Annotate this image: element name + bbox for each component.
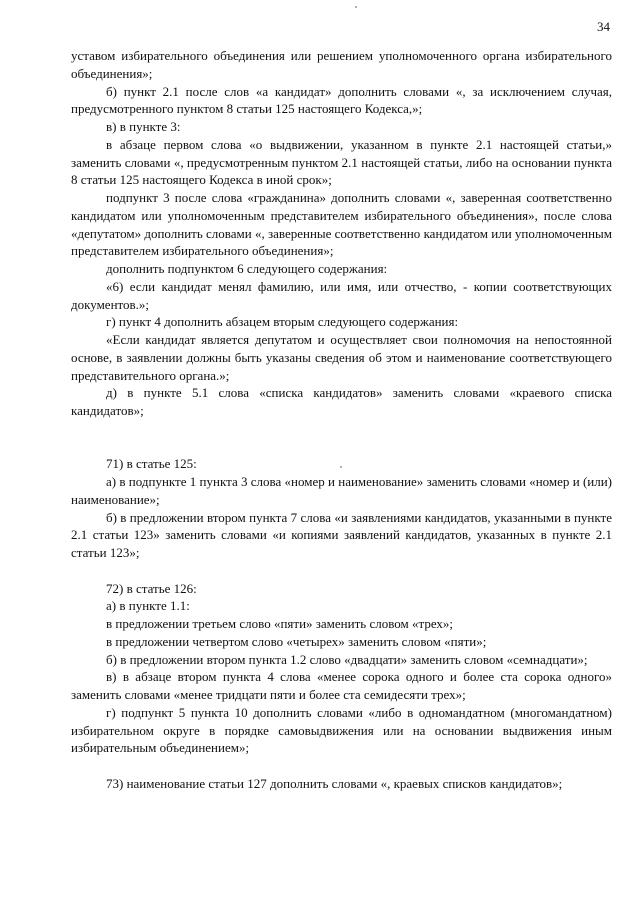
- paragraph: дополнить подпунктом 6 следующего содержания:: [106, 261, 388, 276]
- paragraph: в) в абзаце втором пункта 4 слова «менее сорока одного и более ста сорока одного» заменить словами «менее тридцати пяти и более ста семидесяти трех»;: [71, 669, 612, 702]
- blank-line: [71, 562, 612, 580]
- paragraph: г) подпункт 5 пункта 10 дополнить словами «либо в одномандатном (многомандатном) избирательном округе в порядке самовыдвижения или на основании выдвижения иным избирательным объединением»;: [71, 704, 612, 756]
- blank-line: [71, 438, 612, 456]
- paragraph: в предложении четвертом слово «четырех» заменить словом «пяти»;: [106, 633, 487, 649]
- blank-line: [71, 420, 612, 438]
- document-body: [71, 47, 612, 793]
- paragraph: «6) если кандидат менял фамилию, или имя, или отчество, - копии соответствующих документов.»;: [71, 278, 612, 312]
- section-heading: 73) наименование статьи 127 дополнить словами «, краевых списков кандидатов»;: [106, 775, 563, 791]
- paragraph: б) в предложении втором пункта 7 слова «и заявлениями кандидатов, указанными в пункте 2.1 статьи 123» заменить словами «и копиями заявлений кандидатов, указанных в пункте 2.1 статьи 123»;: [71, 509, 612, 560]
- paragraph: уставом избирательного объединения или решением уполномоченного органа избирательного объединения»;: [71, 48, 612, 81]
- paragraph: д) в пункте 5.1 слова «списка кандидатов» заменить словами «краевого списка кандидатов»;: [71, 385, 612, 418]
- paragraph: г) пункт 4 дополнить абзацем вторым следующего содержания:: [106, 314, 459, 330]
- paragraph: подпункт 3 после слова «гражданина» дополнить словами «, заверенная соответственно кандидатом или уполномоченным представителем избирательного объединения», после слова «депутатом» дополнить словами «, заверенные соответственно кандидатом или уполномоченным представителем избирательного объединения»;: [71, 190, 612, 259]
- paragraph: б) в предложении втором пункта 1.2 слово «двадцати» заменить словом «семнадцати»;: [106, 651, 588, 667]
- paragraph: в абзаце первом слова «о выдвижении, указанном в пункте 2.1 настоящей статьи,» заменить словами «, предусмотренным пунктом 2.1 настоящей статьи, либо на основании пункта 8 статьи 125 настоящего Кодекса в иной срок»;: [71, 136, 612, 188]
- paragraph: б) пункт 2.1 после слов «а кандидат» дополнить словами «, за исключением случая, предусмотренного пунктом 8 статьи 125 настоящего Кодекса,»;: [71, 83, 612, 117]
- paragraph: «Если кандидат является депутатом и осуществляет свои полномочия на непостоянной основе, в заявлении должны быть указаны сведения об этом и наименование соответствующего представительного органа.»;: [71, 332, 612, 383]
- section-heading: 72) в статье 126:: [106, 580, 197, 596]
- blank-line: [71, 757, 612, 775]
- paragraph: а) в пункте 1.1:: [106, 598, 190, 614]
- paragraph: в) в пункте 3:: [106, 119, 181, 134]
- paragraph: в предложении третьем слово «пяти» заменить словом «трех»;: [106, 616, 454, 631]
- paragraph: а) в подпункте 1 пункта 3 слова «номер и наименование» заменить словами «номер и (или) наименование»;: [71, 474, 612, 507]
- section-heading: 71) в статье 125:: [106, 456, 197, 472]
- scan-speck: [355, 6, 357, 8]
- page-number: 34: [597, 19, 610, 34]
